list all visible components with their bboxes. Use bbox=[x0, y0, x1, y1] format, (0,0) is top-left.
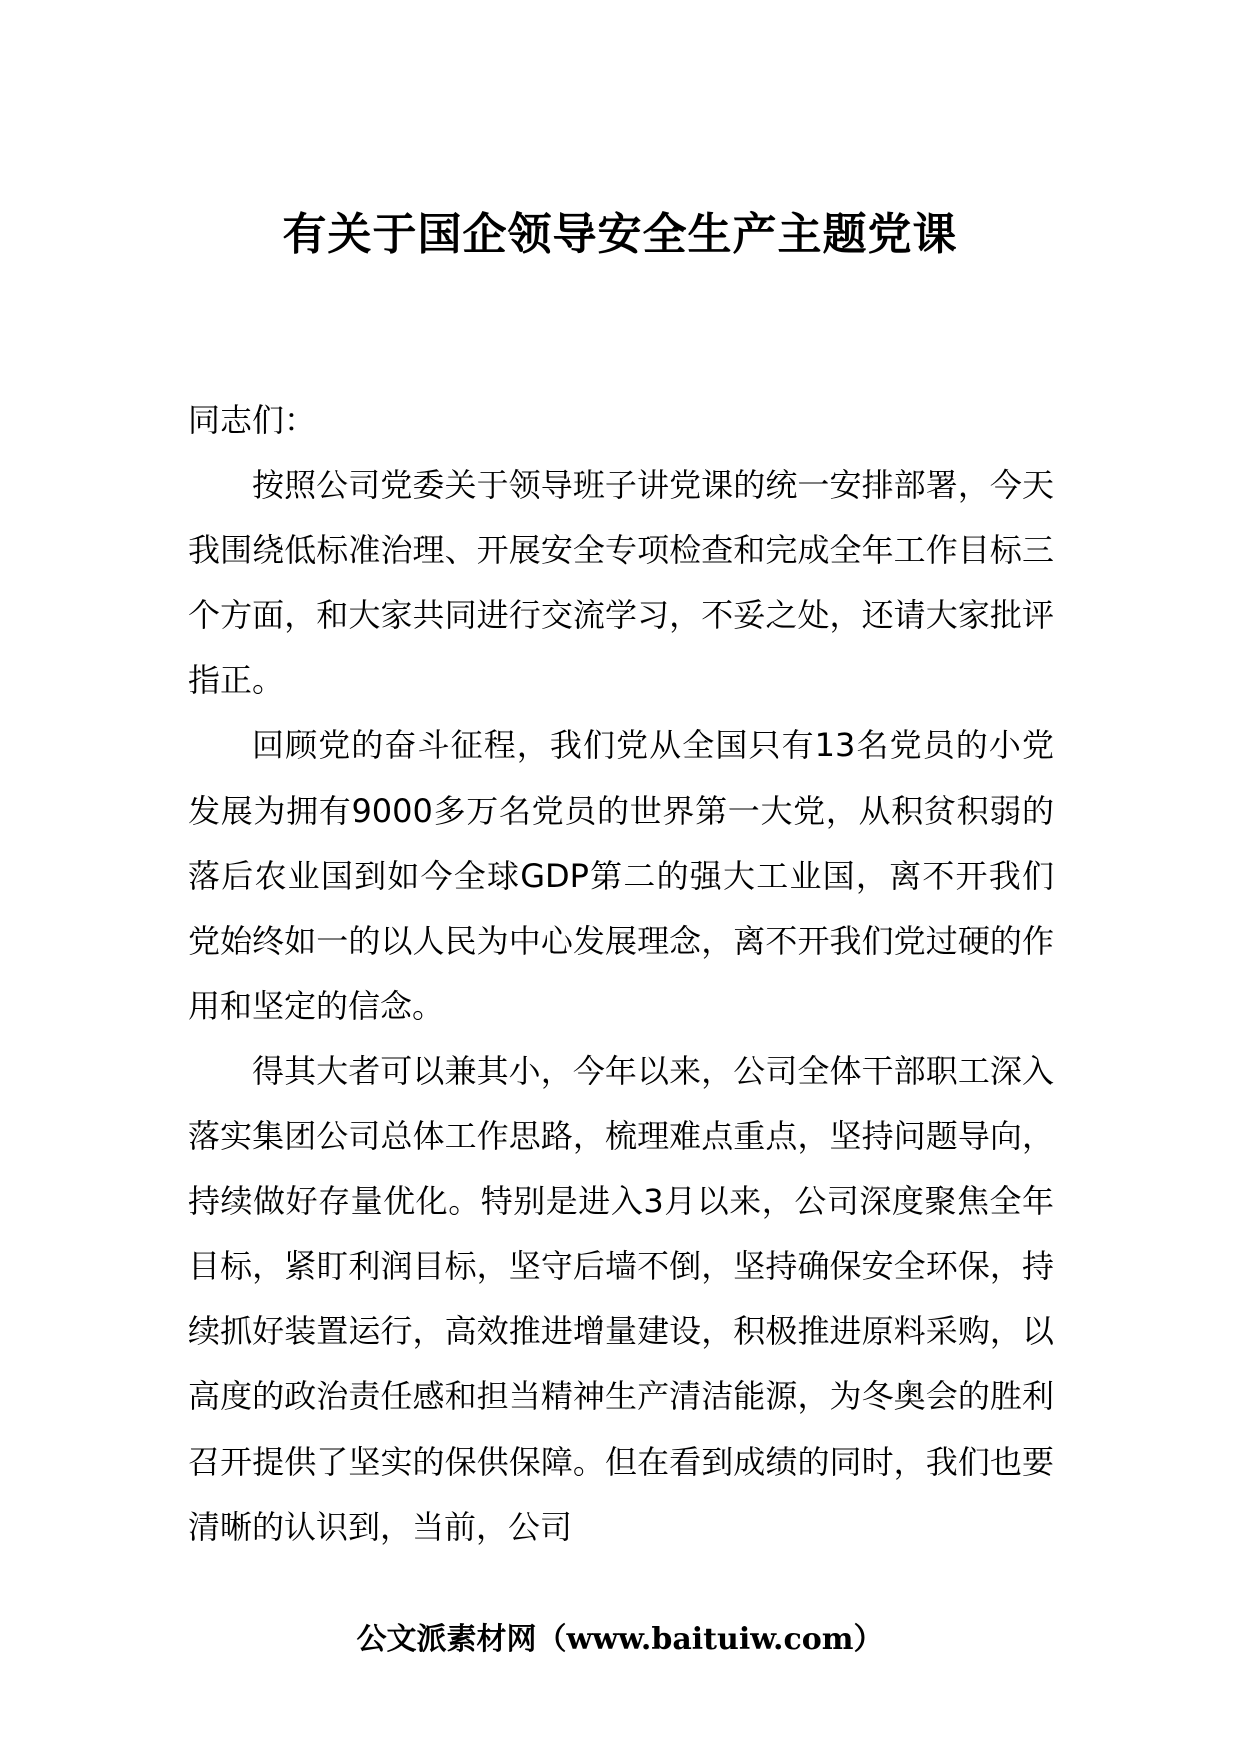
footer-watermark: 公文派素材网（www.baituiw.com） bbox=[356, 1622, 884, 1657]
document-body bbox=[188, 388, 1054, 1560]
salutation: 同志们： bbox=[188, 401, 317, 439]
document-title: 有关于国企领导安全生产主题党课 bbox=[282, 209, 958, 260]
paragraph-2: 回顾党的奋斗征程，我们党从全国只有13名党员的小党发展为拥有9000多万名党员的世界第一大党，从积贫积弱的落后农业国到如今全球GDP第二的强大工业国，离不开我们党始终如一的以人民为中心发展理念，离不开我们党过硬的作用和坚定的信念。 bbox=[188, 726, 1054, 1025]
paragraph-3: 得其大者可以兼其小，今年以来，公司全体干部职工深入落实集团公司总体工作思路，梳理难点重点，坚持问题导向，持续做好存量优化。特别是进入3月以来，公司深度聚焦全年目标，紧盯利润目标，坚守后墙不倒，坚持确保安全环保，持续抓好装置运行，高效推进增量建设，积极推进原料采购，以高度的政治责任感和担当精神生产清洁能源，为冬奥会的胜利召开提供了坚实的保供保障。但在看到成绩的同时，我们也要清晰的认识到，当前，公司 bbox=[188, 1051, 1054, 1546]
paragraph-1: 按照公司党委关于领导班子讲党课的统一安排部署，今天我围绕低标准治理、开展安全专项检查和完成全年工作目标三个方面，和大家共同进行交流学习，不妥之处，还请大家批评指正。 bbox=[188, 466, 1054, 700]
